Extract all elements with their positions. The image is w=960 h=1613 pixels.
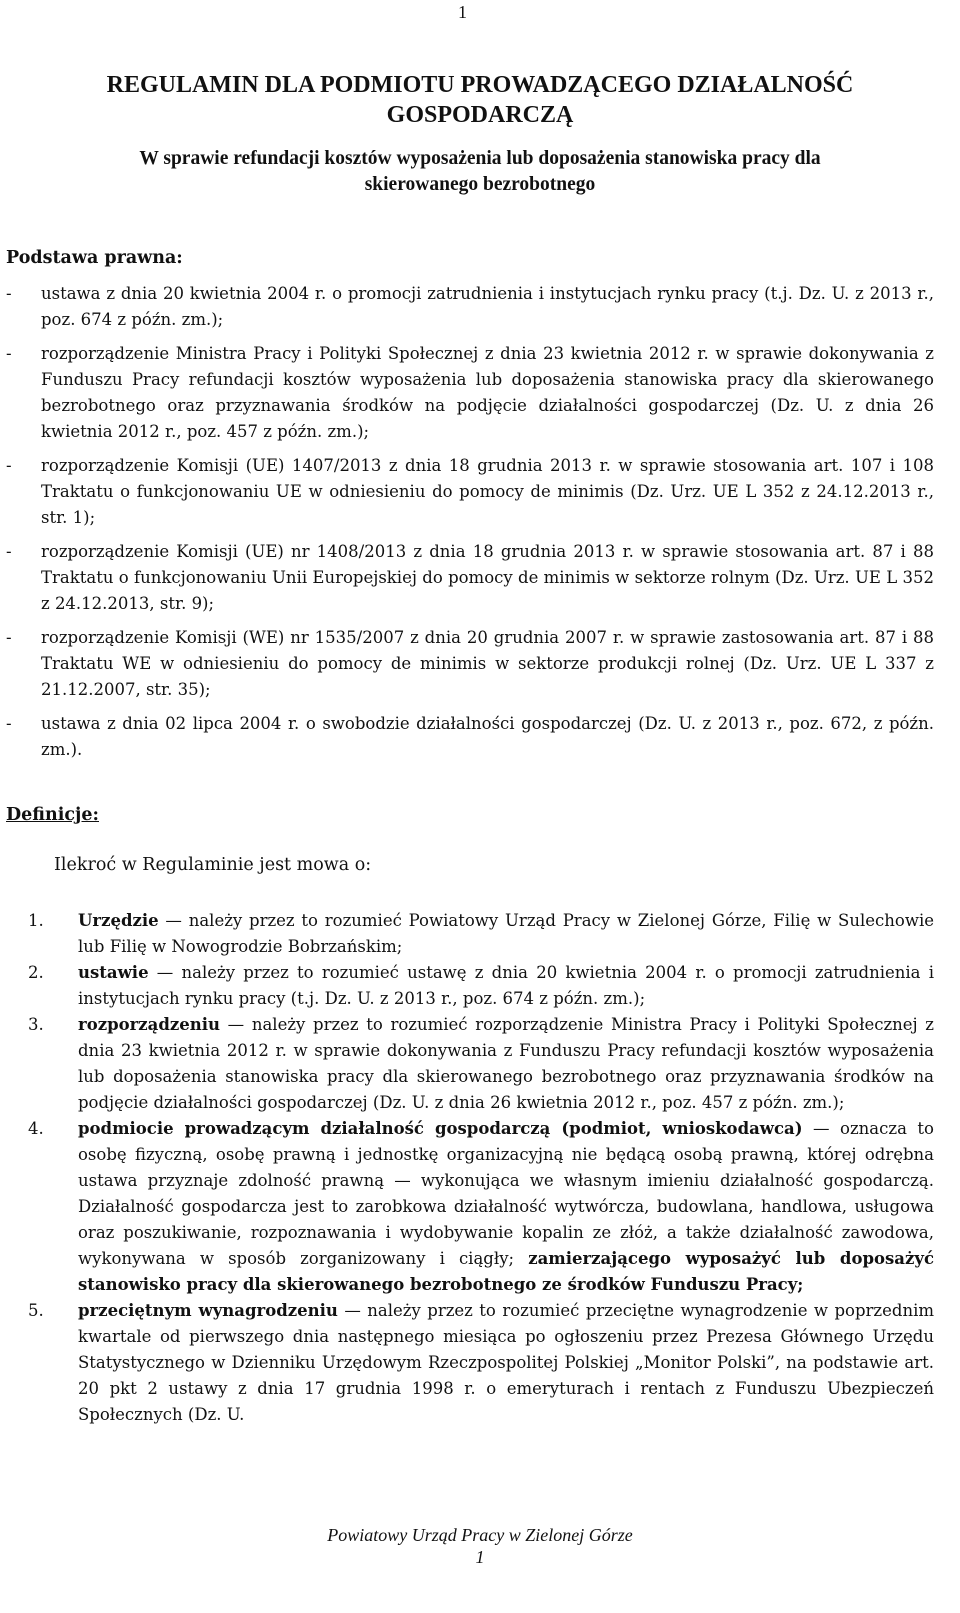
- legal-basis-heading: Podstawa prawna:: [6, 248, 183, 268]
- legal-basis-item: - ustawa z dnia 20 kwietnia 2004 r. o promocji zatrudnienia i instytucjach rynku pracy (t.j. Dz. U. z 2013 r., poz. 674 z późn. zm.);: [6, 281, 934, 333]
- legal-basis-item: - rozporządzenie Ministra Pracy i Polityki Społecznej z dnia 23 kwietnia 2012 r. w sprawie dokonywania z Funduszu Pracy refundacji kosztów wyposażenia lub doposażenia stanowiska pracy dla skierowanego bezrobotnego oraz przyznawania środków na podjęcie działalności gospodarczej (Dz. U. z dnia 26 kwietnia 2012 r., poz. 457 z późn. zm.);: [6, 341, 934, 445]
- footer-page-number: 1: [475, 1547, 485, 1567]
- definition-text: — należy przez to rozumieć Powiatowy Urząd Pracy w Zielonej Górze, Filię w Sulechowie lub Filię w Nowogrodzie Bobrzańskim;: [78, 911, 934, 956]
- definition-text: — należy przez to rozumieć rozporządzenie Ministra Pracy i Polityki Społecznej z dnia 23 kwietnia 2012 r. w sprawie dokonywania z Funduszu Pracy refundacji kosztów wyposażenia lub doposażenia stanowiska pracy dla skierowanego bezrobotnego oraz przyznawania środków na podjęcie działalności gospodarczej (Dz. U. z dnia 26 kwietnia 2012 r., poz. 457 z późn. zm.);: [78, 1015, 934, 1112]
- definition-item: [6, 1012, 934, 1116]
- definition-item: [6, 1116, 934, 1298]
- title-line-2: GOSPODARCZĄ: [386, 102, 574, 128]
- definition-item: [6, 1298, 934, 1428]
- definition-item: [6, 908, 934, 960]
- definition-number: 1.: [28, 911, 44, 930]
- definition-text: — należy przez to rozumieć ustawę z dnia 20 kwietnia 2004 r. o promocji zatrudnienia i instytucjach rynku pracy (t.j. Dz. U. z 2013 r., poz. 674 z późn. zm.);: [78, 963, 934, 1008]
- definition-text: — oznacza to osobę fizyczną, osobę prawną i jednostkę organizacyjną nie będącą osobą prawną, której odrębna ustawa przyznaje zdolność prawną — wykonująca we własnym imieniu działalność gospodarczą. Działalność gospodarcza jest to zarobkowa działalność wytwórcza, budowlana, handlowa, usługowa oraz poszukiwanie, rozpoznawania i wydobywanie kopalin ze złóż, a także działalność zawodowa, wykonywana w sposób zorganizowany i ciągły;: [78, 1119, 934, 1268]
- definition-text: — należy przez to rozumieć przeciętne wynagrodzenie w poprzednim kwartale od pierwszego dnia następnego miesiąca po ogłoszeniu przez Prezesa Głównego Urzędu Statystycznego w Dzienniku Urzędowym Rzeczpospolitej Polskiej „Monitor Polski”, na podstawie art. 20 pkt 2 ustawy z dnia 17 grudnia 1998 r. o emeryturach i rentach z Funduszu Ubezpieczeń Społecznych (Dz. U.: [78, 1301, 934, 1424]
- definition-term: rozporządzeniu: [78, 1015, 221, 1034]
- subtitle-line-1: W sprawie refundacji kosztów wyposażenia lub doposażenia stanowiska pracy dla: [139, 148, 821, 169]
- definition-number: 3.: [28, 1015, 44, 1034]
- legal-basis-item: - ustawa z dnia 02 lipca 2004 r. o swobodzie działalności gospodarczej (Dz. U. z 2013 r., poz. 672, z późn. zm.).: [6, 711, 934, 763]
- legal-basis-item: - rozporządzenie Komisji (UE) nr 1408/2013 z dnia 18 grudnia 2013 r. w sprawie stosowania art. 87 i 88 Traktatu o funkcjonowaniu Unii Europejskiej do pomocy de minimis w sektorze rolnym (Dz. Urz. UE L 352 z 24.12.2013, str. 9);: [6, 539, 934, 617]
- legal-basis-list: [6, 281, 934, 771]
- legal-basis-item: - rozporządzenie Komisji (UE) 1407/2013 z dnia 18 grudnia 2013 r. w sprawie stosowania art. 107 i 108 Traktatu o funkcjonowaniu UE w odniesieniu do pomocy de minimis (Dz. Urz. UE L 352 z 24.12.2013 r., str. 1);: [6, 453, 934, 531]
- document-title: [0, 70, 960, 130]
- definitions-heading: Definicje:: [6, 805, 99, 825]
- subtitle-line-2: skierowanego bezrobotnego: [364, 174, 596, 195]
- definition-term: Urzędzie: [78, 911, 159, 930]
- legal-basis-item: - rozporządzenie Komisji (WE) nr 1535/2007 z dnia 20 grudnia 2007 r. w sprawie zastosowania art. 87 i 88 Traktatu WE w odniesieniu do pomocy de minimis w sektorze produkcji rolnej (Dz. Urz. UE L 337 z 21.12.2007, str. 35);: [6, 625, 934, 703]
- page-number-top: 1: [458, 2, 467, 22]
- title-line-1: REGULAMIN DLA PODMIOTU PROWADZĄCEGO DZIAŁALNOŚĆ: [106, 72, 854, 98]
- definition-term: przeciętnym wynagrodzeniu: [78, 1301, 338, 1320]
- definition-number: 2.: [28, 963, 44, 982]
- definition-term: ustawie: [78, 963, 149, 982]
- definition-item: [6, 960, 934, 1012]
- page-footer: [0, 1524, 960, 1568]
- definitions-list: [6, 908, 934, 1428]
- footer-office: Powiatowy Urząd Pracy w Zielonej Górze: [327, 1525, 633, 1545]
- definition-term: podmiocie prowadzącym działalność gospodarczą (podmiot, wnioskodawca): [78, 1119, 803, 1138]
- definition-number: 5.: [28, 1301, 44, 1320]
- definition-number: 4.: [28, 1119, 44, 1138]
- definitions-intro: Ilekroć w Regulaminie jest mowa o:: [54, 855, 372, 875]
- document-subtitle: [0, 146, 960, 198]
- definition-bold-tail: zamierzającego wyposażyć lub doposażyć stanowisko pracy dla skierowanego bezrobotnego ze środków Funduszu Pracy;: [78, 1249, 934, 1294]
